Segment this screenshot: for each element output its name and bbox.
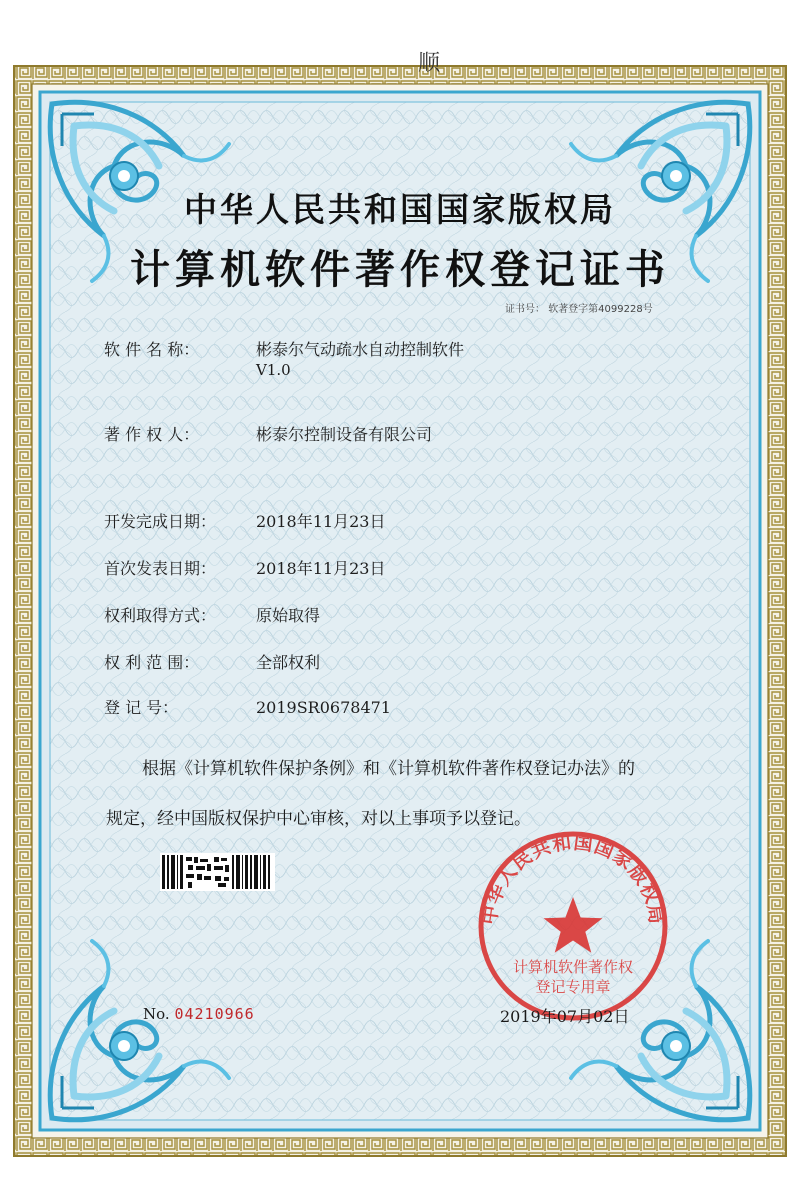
field-value: 全部权利 [256,653,321,672]
issuer-title: 中华人民共和国国家版权局 [184,190,616,229]
barcode [160,853,275,891]
field-owner [104,422,432,445]
field-label: 首次发表日期： [104,559,217,578]
certificate-title: 计算机软件著作权登记证书 [130,247,670,293]
field-value: 彬泰尔控制设备有限公司 [256,425,433,444]
statement-line-1: 根据《计算机软件保护条例》和《计算机软件著作权登记办法》的 [142,759,635,779]
serial-label: No. [143,1005,170,1023]
statement-line-2: 规定，经中国版权保护中心审核，对以上事项予以登记。 [106,809,531,829]
software-version: V1.0 [256,361,291,379]
field-software-name [104,337,464,360]
field-value: 原始取得 [256,606,321,625]
field-label: 开发完成日期： [104,512,217,531]
serial-value: 04210966 [174,1005,255,1023]
handwritten-mark: 顺 [418,51,441,76]
field-pub-date [104,556,385,579]
field-value: 2018年11月23日 [256,559,386,578]
seal-line-2: 登记专用章 [535,978,611,996]
certificate-number-value: 软著登字第4099228号 [548,304,653,315]
issue-date: 2019年07月02日 [500,1007,630,1026]
seal-line-1: 计算机软件著作权 [512,958,634,976]
field-value: 2018年11月23日 [256,512,386,531]
field-label: 登 记 号： [104,698,179,717]
serial-number [143,1005,255,1023]
field-label: 权 利 范 围： [104,653,200,672]
certificate-number [505,300,653,315]
field-value: 2019SR0678471 [256,698,391,717]
seal-arc-text: 中华人民共和国国家版权局 [478,831,668,927]
field-label: 权利取得方式： [104,606,217,625]
field-label: 著 作 权 人： [104,425,200,444]
field-acquire-method [104,603,320,626]
field-label: 软 件 名 称： [104,340,200,359]
field-value: 彬泰尔气动疏水自动控制软件 [256,340,465,359]
field-dev-date [104,509,385,532]
field-registration-number [104,695,391,718]
certificate-number-label: 证书号： [505,304,545,315]
field-scope [104,650,320,673]
